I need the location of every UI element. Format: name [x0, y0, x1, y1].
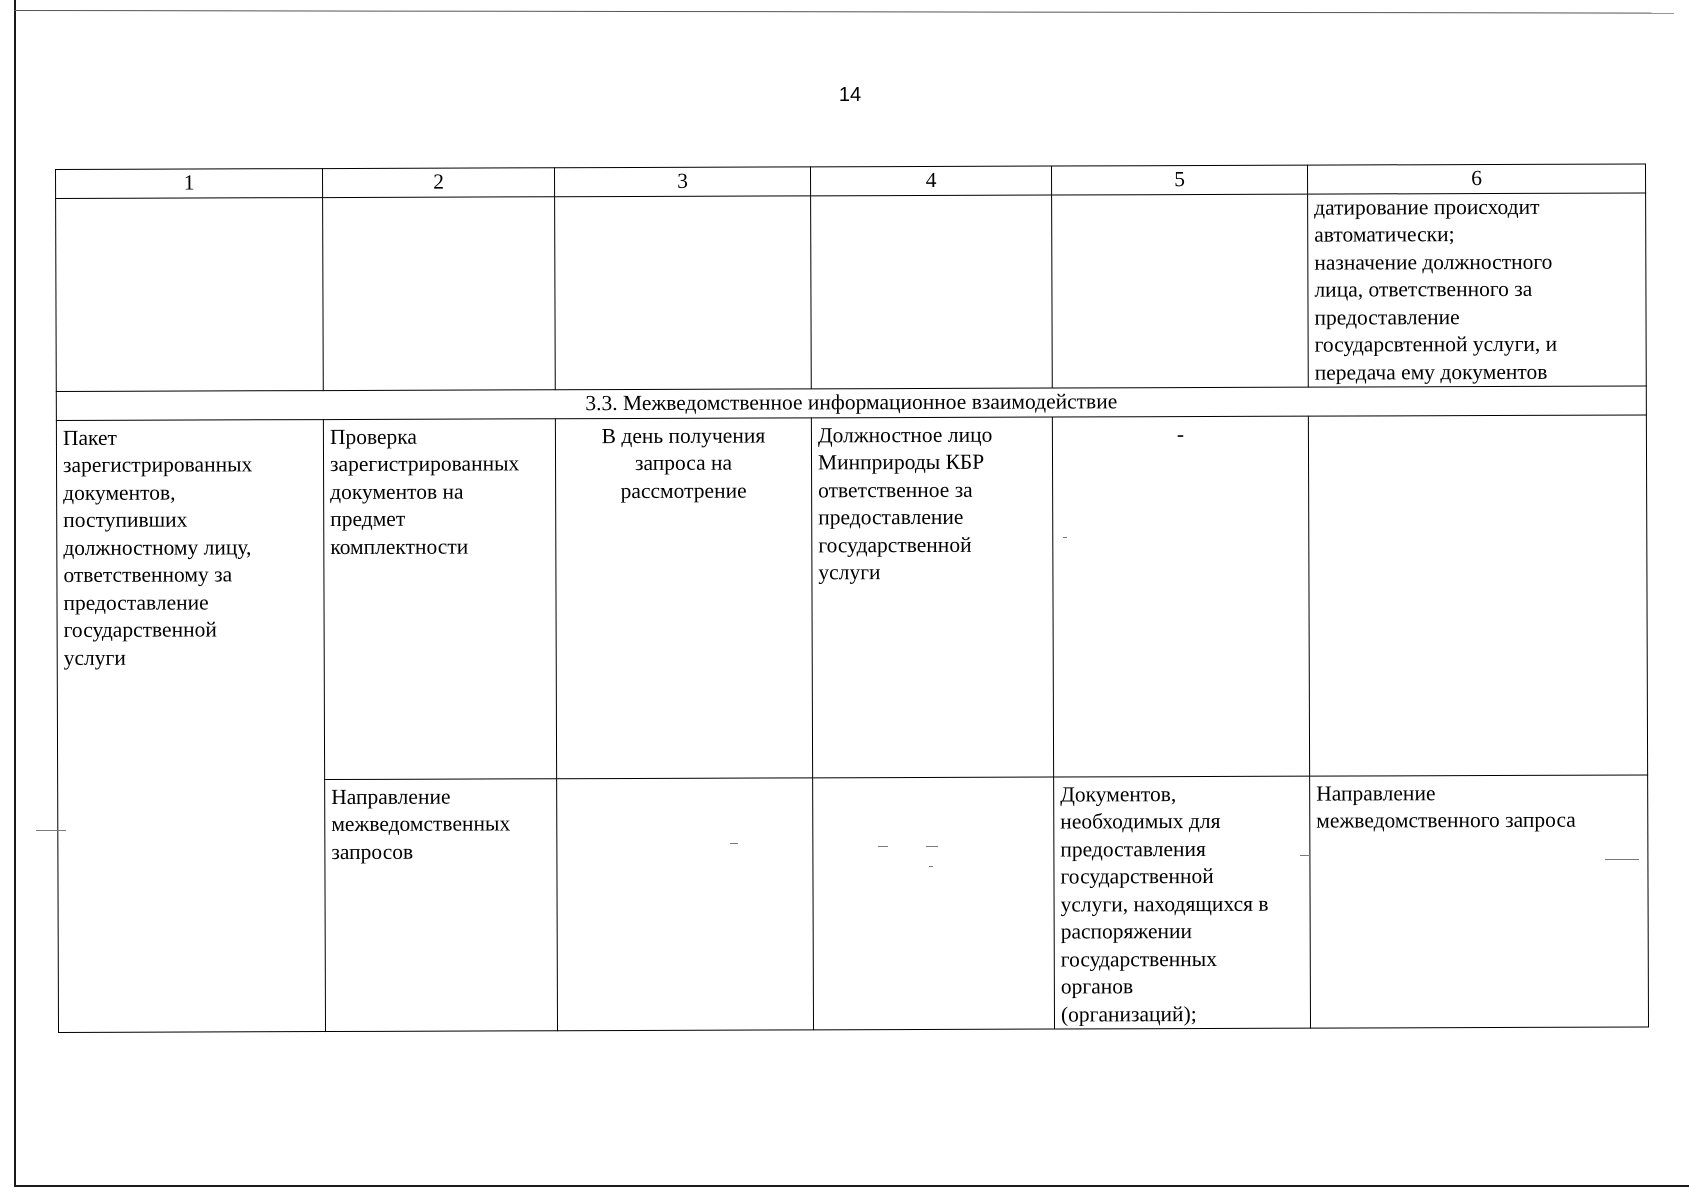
scan-artifact: [929, 866, 933, 867]
column-header-1: 1: [56, 169, 323, 198]
scan-artifact: [926, 846, 938, 847]
procedure-table-wrapper: [55, 163, 1648, 1033]
documents-cell: -: [1052, 416, 1309, 777]
scan-top-edge: [14, 10, 1674, 14]
result-cell: [1308, 414, 1647, 775]
continuation-row: [56, 192, 1647, 391]
documents-cell: Документов, необходимых для предоставления государственной услуги, находящихся в распоряжении государственных органов (организаций);: [1054, 776, 1311, 1029]
scan-bottom-edge: [14, 1185, 1689, 1187]
scan-artifact: [878, 846, 888, 847]
column-header-4: 4: [810, 166, 1051, 195]
column-header-6: 6: [1307, 164, 1645, 194]
table-row: [56, 414, 1647, 780]
scan-artifact: [1300, 855, 1310, 856]
continuation-cell-1: [56, 197, 324, 391]
continuation-cell-6: датирование происходит автоматически; назначение должностного лица, ответственного за предоставление государсвтенной услуги, и передача ему документов: [1308, 192, 1647, 387]
continuation-cell-3: [555, 195, 812, 389]
responsible-official-cell: Должностное лицо Минприроды КБР ответственное за предоставление государственной услуги: [811, 417, 1053, 778]
action-cell: Проверка зарегистрированных документов на предмет комплектности: [323, 418, 556, 779]
scan-left-edge: [14, 0, 16, 1186]
action-cell: Направление межведомственных запросов: [325, 778, 558, 1031]
column-header-5: 5: [1051, 165, 1307, 194]
continuation-cell-4: [811, 195, 1053, 389]
deadline-cell: [557, 777, 814, 1030]
continuation-cell-2: [323, 196, 556, 390]
continuation-cell-5: [1052, 194, 1309, 388]
input-documents-cell: Пакет зарегистрированных документов, поступивших должностному лицу, ответственному за предоставление государственной услуги: [56, 419, 325, 1032]
scan-artifact: [1605, 859, 1639, 860]
scan-artifact: [36, 830, 66, 831]
result-cell: Направление межведомственного запроса: [1310, 774, 1649, 1028]
procedure-table: [55, 163, 1649, 1033]
scan-artifact: [1063, 537, 1067, 538]
scan-artifact: [730, 843, 738, 844]
responsible-official-cell: [813, 777, 1055, 1030]
page-number: 14: [838, 84, 862, 106]
column-header-3: 3: [554, 167, 810, 196]
deadline-cell: В день получения запроса на рассмотрение: [555, 417, 812, 778]
column-header-2: 2: [323, 168, 555, 197]
section-title: 3.3. Межведомственное информационное взаимодействие: [56, 386, 1646, 420]
